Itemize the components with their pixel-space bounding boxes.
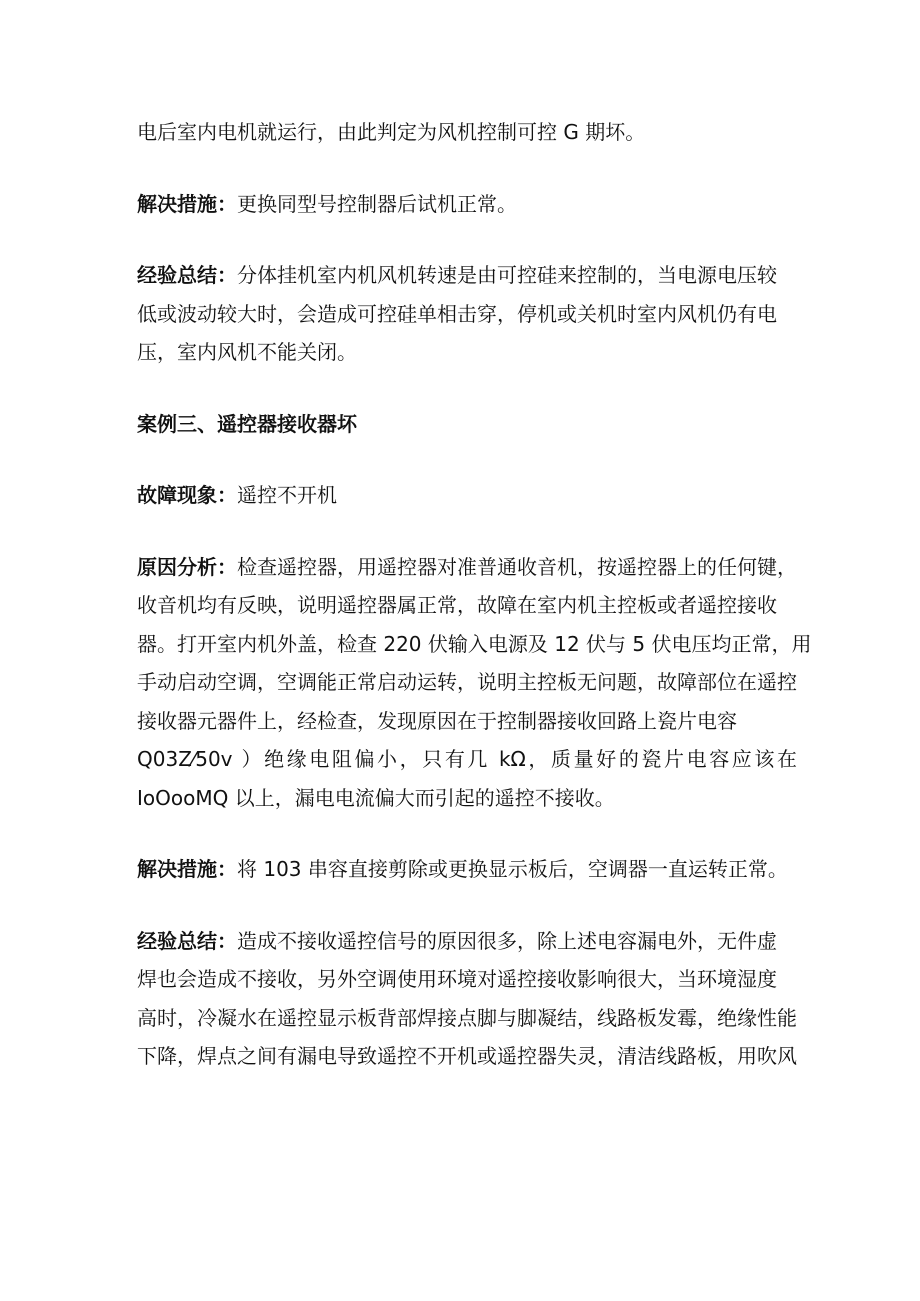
text-line: 下降，焊点之间有漏电导致遥控不开机或遥控器失灵，清洁线路板，用吹风 bbox=[137, 1044, 797, 1068]
text-line: 遥控不开机 bbox=[237, 483, 337, 507]
label-analysis: 原因分析： bbox=[137, 554, 237, 579]
text-line: 接收器元器件上，经检查，发现原因在于控制器接收回路上瓷片电容 bbox=[137, 708, 737, 733]
text-line: 器。打开室内机外盖，检查 220 伏输入电源及 12 伏与 5 伏电压均正常，用 bbox=[137, 631, 812, 656]
label-symptom: 故障现象： bbox=[137, 483, 237, 507]
text-line: 焊也会造成不接收，另外空调使用环境对遥控接收影响很大，当环境湿度 bbox=[137, 967, 777, 991]
paragraph-solution-1 bbox=[137, 185, 797, 224]
text-line: 将 103 串容直接剪除或更换显示板后，空调器一直运转正常。 bbox=[237, 857, 788, 881]
paragraph-symptom bbox=[137, 476, 797, 515]
paragraph-analysis bbox=[137, 548, 812, 818]
paragraph-solution-2 bbox=[137, 850, 797, 889]
text-line: 低或波动较大时，会造成可控硅单相击穿，停机或关机时室内风机仍有电 bbox=[137, 301, 777, 326]
text-line: 检查遥控器，用遥控器对准普通收音机，按遥控器上的任何键， bbox=[237, 554, 797, 579]
text-line: 高时，冷凝水在遥控显示板背部焊接点脚与脚凝结，线路板发霉，绝缘性能 bbox=[137, 1005, 797, 1030]
label-summary: 经验总结： bbox=[137, 928, 237, 953]
paragraph-summary-2 bbox=[137, 922, 797, 1076]
paragraph-summary-1 bbox=[137, 256, 797, 372]
text-line: 更换同型号控制器后试机正常。 bbox=[237, 191, 517, 216]
text-line: Q03Z⁄50v ）绝缘电阻偏小，只有几 kΩ，质量好的瓷片电容应该在 bbox=[137, 747, 797, 771]
label-solution: 解决措施： bbox=[137, 191, 237, 216]
text-line: 压，室内风机不能关闭。 bbox=[137, 340, 357, 364]
label-solution: 解决措施： bbox=[137, 857, 237, 881]
text-line: 分体挂机室内机风机转速是由可控硅来控制的，当电源电压较 bbox=[237, 263, 777, 287]
case-heading: 案例三、遥控器接收器坏 bbox=[137, 411, 357, 436]
paragraph-fan-control bbox=[137, 113, 797, 152]
label-summary: 经验总结： bbox=[137, 263, 237, 287]
text-line: 造成不接收遥控信号的原因很多，除上述电容漏电外，无件虚 bbox=[237, 928, 777, 953]
text-line: 收音机均有反映，说明遥控器属正常，故障在室内机主控板或者遥控接收 bbox=[137, 593, 777, 617]
text-line: 手动启动空调，空调能正常启动运转，说明主控板无问题，故障部位在遥控 bbox=[137, 670, 797, 694]
document-page bbox=[137, 113, 812, 1076]
text-line: IoOooMQ 以上，漏电电流偏大而引起的遥控不接收。 bbox=[137, 785, 615, 810]
text-line: 电后室内电机就运行，由此判定为风机控制可控 G 期坏。 bbox=[137, 120, 646, 144]
